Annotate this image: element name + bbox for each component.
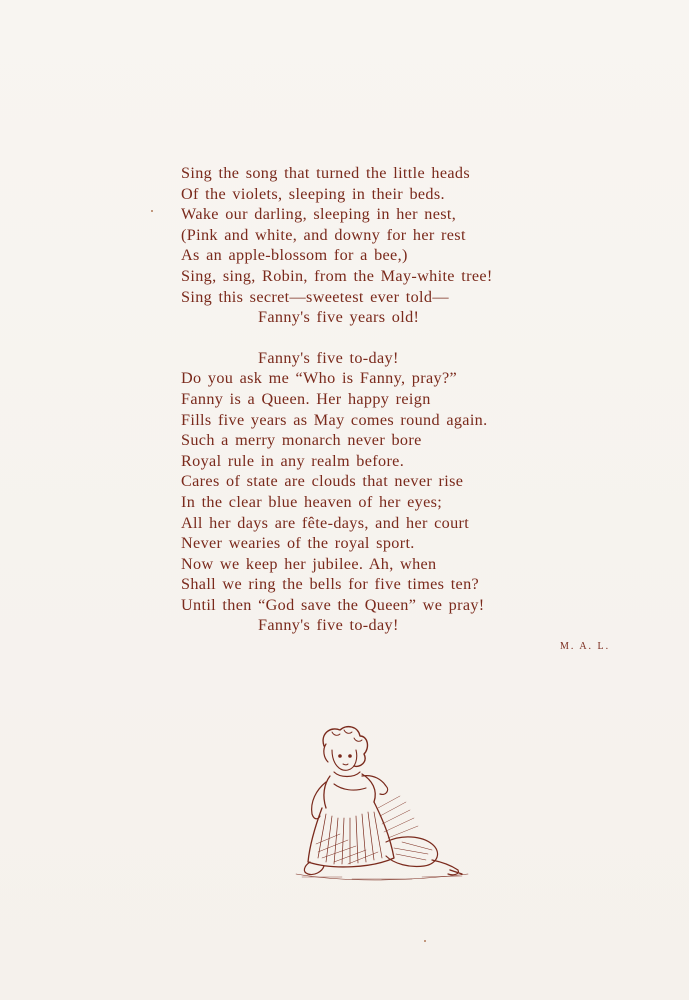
poem-refrain-line: Fanny's five to-day! — [258, 616, 399, 635]
paper-speck — [424, 940, 426, 942]
poem-line: Of the violets, sleeping in their beds. — [181, 184, 445, 203]
poem-line: Such a merry monarch never bore — [181, 431, 422, 450]
poem-line: (Pink and white, and downy for her rest — [181, 225, 466, 244]
child-illustration — [282, 724, 482, 884]
poem-line: Fanny is a Queen. Her happy reign — [181, 389, 431, 408]
poem-refrain-line: Fanny's five to-day! — [258, 348, 399, 367]
poem-line: Do you ask me “Who is Fanny, pray?” — [181, 369, 458, 388]
author-initials: M. A. L. — [560, 641, 611, 652]
poem-line: Sing the song that turned the little heads — [181, 164, 471, 182]
poem-body — [181, 163, 601, 636]
poem-line: As an apple-blossom for a bee,) — [181, 246, 408, 265]
poem-line: Sing this secret—sweetest ever told— — [181, 287, 449, 306]
stanza-2 — [181, 348, 601, 636]
poem-line: Never wearies of the royal sport. — [181, 534, 415, 553]
poem-line: Fills five years as May comes round again. — [181, 410, 488, 429]
poem-line: Wake our darling, sleeping in her nest, — [181, 205, 457, 224]
poem-line: In the clear blue heaven of her eyes; — [181, 492, 443, 511]
poem-line: Cares of state are clouds that never rise — [181, 472, 464, 491]
poem-line: Now we keep her jubilee. Ah, when — [181, 554, 437, 573]
poem-line: Royal rule in any realm before. — [181, 451, 405, 470]
stanza-1 — [181, 163, 601, 328]
poem-line: Sing, sing, Robin, from the May-white tree! — [181, 266, 493, 285]
poem-line: All her days are fête-days, and her court — [181, 513, 470, 532]
poem-refrain-line: Fanny's five years old! — [258, 308, 420, 327]
poem-line: Shall we ring the bells for five times ten? — [181, 575, 480, 594]
poem-line: Until then “God save the Queen” we pray! — [181, 595, 485, 614]
child-sketch-icon — [282, 724, 482, 884]
paper-speck — [151, 210, 153, 212]
